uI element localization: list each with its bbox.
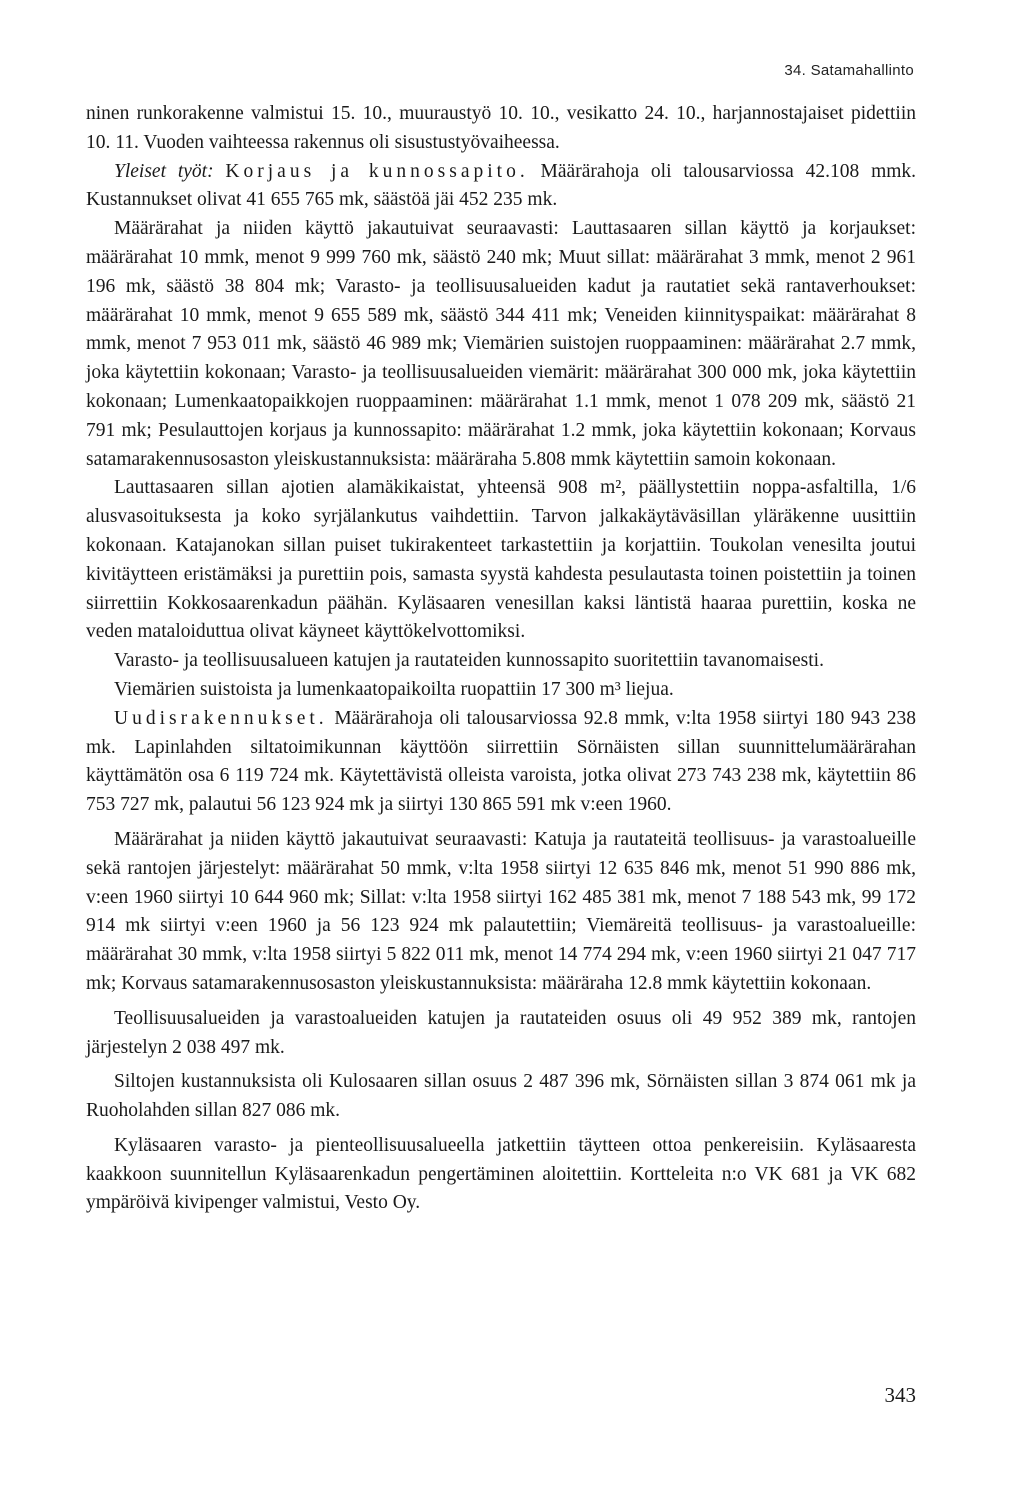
paragraph: Teollisuusalueiden ja varastoalueiden katujen ja rautateiden osuus oli 49 952 389 mk, rantojen järjestelyn 2 038 497 mk. <box>86 1007 916 1058</box>
section-title: Uudisrakennukset. <box>114 707 328 729</box>
paragraph: Siltojen kustannuksista oli Kulosaaren sillan osuus 2 487 396 mk, Sörnäisten sillan 3 874 061 mk ja Ruoholahden sillan 827 086 mk. <box>86 1071 916 1122</box>
paragraph-text: Määrärahoja oli talousarviossa 92.8 mmk, v:lta 1958 siirtyi 180 943 238 mk. Lapinlahden siltatoimikunnan käyttöön siirrettiin Sörnäisten sillan suunnittelumäärärahan käyttämätön osa 6 119 724 mk. Käytettävistä olleista varoista, jotka olivat 273 743 238 mk, käytettiin 86 753 727 mk, palautui 56 123 924 mk ja siirtyi 130 865 591 mk v:een 1960. <box>86 707 916 816</box>
page-number: 343 <box>884 1383 916 1407</box>
section-title: Korjaus ja kunnossapito. <box>225 160 529 182</box>
paragraph: Määrärahat ja niiden käyttö jakautuivat seuraavasti: Katuja ja rautateitä teollisuus- ja varastoalueille sekä rantojen järjestelyt: määrärahat 50 mmk, v:lta 1958 siirtyi 12 635 846 mk, menot 51 990 886 mk, v:een 1960 siirtyi 10 644 960 mk; Sillat: v:lta 1958 siirtyi 162 485 381 mk, menot 7 188 543 mk, 99 172 914 mk siirtyi v:een 1960 ja 56 123 924 mk palautettiin; Viemäreitä teollisuus- ja varastoalueille: määrärahat 30 mmk, v:lta 1958 siirtyi 5 822 011 mk, menot 14 774 294 mk, v:een 1960 siirtyi 21 047 717 mk; Korvaus satamarakennusosaston yleiskustannuksista: määräraha 12.8 mmk käytettiin kokonaan. <box>86 828 916 994</box>
paragraph-text: Määrärahoja oli talousarviossa 42.108 mmk. Kustannukset olivat 41 655 765 mk, säästöä jäi 452 235 mk. <box>86 160 917 211</box>
section-label: Yleiset työt: <box>114 160 214 182</box>
paragraph: Lauttasaaren sillan ajotien alamäkikaistat, yhteensä 908 m², päällystettiin noppa-asfaltilla, 1/6 alusvasoituksesta ja koko syrjälankutus vaihdettiin. Tarvon jalkakäytäväsillan yläräkenne uusittiin kokonaan. Katajanokan sillan puiset tukirakenteet tarkastettiin ja korjattiin. Toukolan venesilta joutui kivitäytteen eristämäksi ja purettiin pois, samasta syystä kahdesta pesulautasta toinen poistettiin ja toinen siirrettiin Kokkosaarenkadun päähän. Kyläsaaren venesillan kaksi läntistä haaraa purettiin, koska ne veden mataloiduttua olivat käyneet käyttökelvottomiksi. <box>86 477 916 643</box>
page-body <box>86 100 916 1218</box>
paragraph: Määrärahat ja niiden käyttö jakautuivat seuraavasti: Lauttasaaren sillan käyttö ja korjaukset: määrärahat 10 mmk, menot 9 999 760 mk, säästö 240 mk; Muut sillat: määrärahat 3 mmk, menot 2 961 196 mk, säästö 38 804 mk; Varasto- ja teollisuusalueiden kadut ja rautatiet sekä rantaverhoukset: määrärahat 10 mmk, menot 9 655 589 mk, säästö 344 411 mk; Veneiden kiinnityspaikat: määrärahat 8 mmk, menot 7 953 011 mk, säästö 46 989 mk; Viemärien suistojen ruoppaaminen: määrärahat 2.7 mmk, joka käytettiin kokonaan; Varasto- ja teollisuusalueiden viemärit: määrärahat 300 000 mk, joka käytettiin kokonaan; Lumenkaatopaikkojen ruoppaaminen: määrärahat 1.1 mmk, menot 1 078 209 mk, säästö 21 791 mk; Pesulauttojen korjaus ja kunnossapito: määrärahat 1.2 mmk, joka käytettiin kokonaan; Korvaus satamarakennusosaston yleiskustannuksista: määräraha 5.808 mmk käytettiin samoin kokonaan. <box>86 218 916 470</box>
paragraph: Kyläsaaren varasto- ja pienteollisuusalueella jatkettiin täytteen ottoa penkereisiin. Kyläsaaresta kaakkoon suunnitellun Kyläsaarenkadun pengertäminen aloitettiin. Kortteleita n:o VK 681 ja VK 682 ympäröivä kivipenger valmistui, Vesto Oy. <box>86 1134 916 1214</box>
paragraph: Varasto- ja teollisuusalueen katujen ja rautateiden kunnossapito suoritettiin tavanomaisesti. <box>114 650 824 672</box>
running-head: 34. Satamahallinto <box>784 62 914 79</box>
paragraph-yleiset-tyot <box>86 158 916 216</box>
paragraph-uudisrakennukset <box>86 705 916 820</box>
paragraph: Viemärien suistoista ja lumenkaatopaikoilta ruopattiin 17 300 m³ liejua. <box>114 678 674 700</box>
paragraph-continued: ninen runkorakenne valmistui 15. 10., muuraustyö 10. 10., vesikatto 24. 10., harjannostajaiset pidettiin 10. 11. Vuoden vaihteessa rakennus oli sisustustyövaiheessa. <box>86 103 916 153</box>
